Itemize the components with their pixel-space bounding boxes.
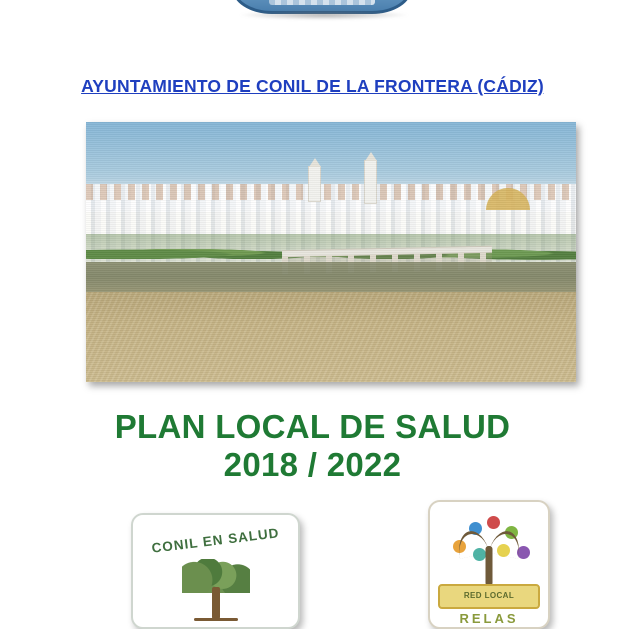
shield-drop-shadow [240, 10, 408, 20]
plan-years: 2018 / 2022 [223, 446, 402, 483]
photo-bell-tower [364, 160, 377, 204]
relas-logo [428, 500, 550, 629]
photo-beach-texture [86, 292, 576, 382]
conil-en-salud-label: CONIL EN SALUD [150, 525, 281, 556]
page-title: AYUNTAMIENTO DE CONIL DE LA FRONTERA (CÁDIZ) [81, 76, 544, 96]
tree-trunk [212, 587, 220, 619]
cover-photo [86, 122, 576, 382]
relas-ribbon-label: RED LOCAL [438, 584, 540, 609]
tree-icon [179, 559, 253, 621]
relas-branch-right [489, 528, 524, 559]
conil-en-salud-logo [131, 513, 300, 629]
shield-wave-motif [269, 0, 375, 5]
ayuntamiento-shield-logo [232, 0, 412, 20]
relas-trunk [486, 546, 493, 586]
relas-dot-red [487, 516, 500, 529]
photo-church-tower [308, 166, 321, 202]
tree-root-line [194, 618, 238, 621]
relas-acronym: RELAS [459, 611, 519, 626]
plan-title: PLAN LOCAL DE SALUD [114, 408, 511, 445]
relas-tree-icon [443, 514, 535, 592]
